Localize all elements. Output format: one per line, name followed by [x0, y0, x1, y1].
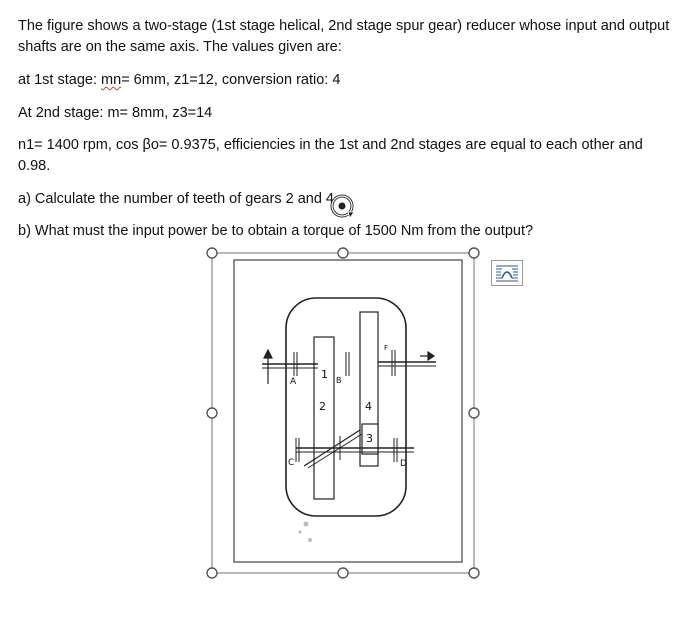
bearing-c-label: C — [288, 458, 295, 468]
spellcheck-word-mn[interactable]: mn — [101, 72, 122, 88]
stage1-rest: = 6mm, z1=12, conversion ratio: 4 — [121, 72, 341, 88]
resize-handle-middle-left — [207, 408, 217, 418]
resize-handle-bottom-middle — [338, 568, 348, 578]
resize-handle-middle-right — [469, 408, 479, 418]
bearing-a-label: A — [290, 377, 297, 387]
resize-handle-bottom-left — [207, 568, 217, 578]
gear1-label: 1 — [321, 368, 328, 381]
gear2-body — [314, 337, 334, 499]
selection-frame — [212, 253, 474, 573]
conditions-line2: 0.98. — [18, 158, 51, 174]
resize-handle-top-right — [469, 248, 479, 258]
gear3-label: 3 — [366, 432, 373, 445]
problem-intro-line2: shafts are on the same axis. The values given are: — [18, 39, 342, 55]
gear2-label: 2 — [319, 400, 326, 413]
housing-outline — [286, 298, 406, 516]
question-b: b) What must the input power be to obtain a torque of 1500 Nm from the output? — [18, 223, 534, 239]
stage1-prefix: at 1st stage: — [18, 72, 102, 88]
bearing-d-label: D — [400, 459, 407, 469]
conditions-line1: n1= 1400 rpm, cos βo= 0.9375, efficiencies in the 1st and 2nd stages are equal to each other and — [18, 137, 643, 153]
resize-handle-top-middle — [338, 248, 348, 258]
stage2-values: At 2nd stage: m= 8mm, z3=14 — [18, 105, 213, 121]
resize-handle-top-left — [207, 248, 217, 258]
bearing-f-label: F — [384, 344, 389, 352]
layout-options-icon[interactable] — [491, 260, 523, 286]
bearing-b-label: B — [336, 376, 342, 385]
resize-handle-bottom-right — [469, 568, 479, 578]
problem-intro-line1: The figure shows a two-stage (1st stage helical, 2nd stage spur gear) reducer whose input and output — [18, 18, 670, 34]
gear4-label: 4 — [365, 400, 372, 413]
question-a: a) Calculate the number of teeth of gears 2 and 4 — [18, 191, 334, 207]
